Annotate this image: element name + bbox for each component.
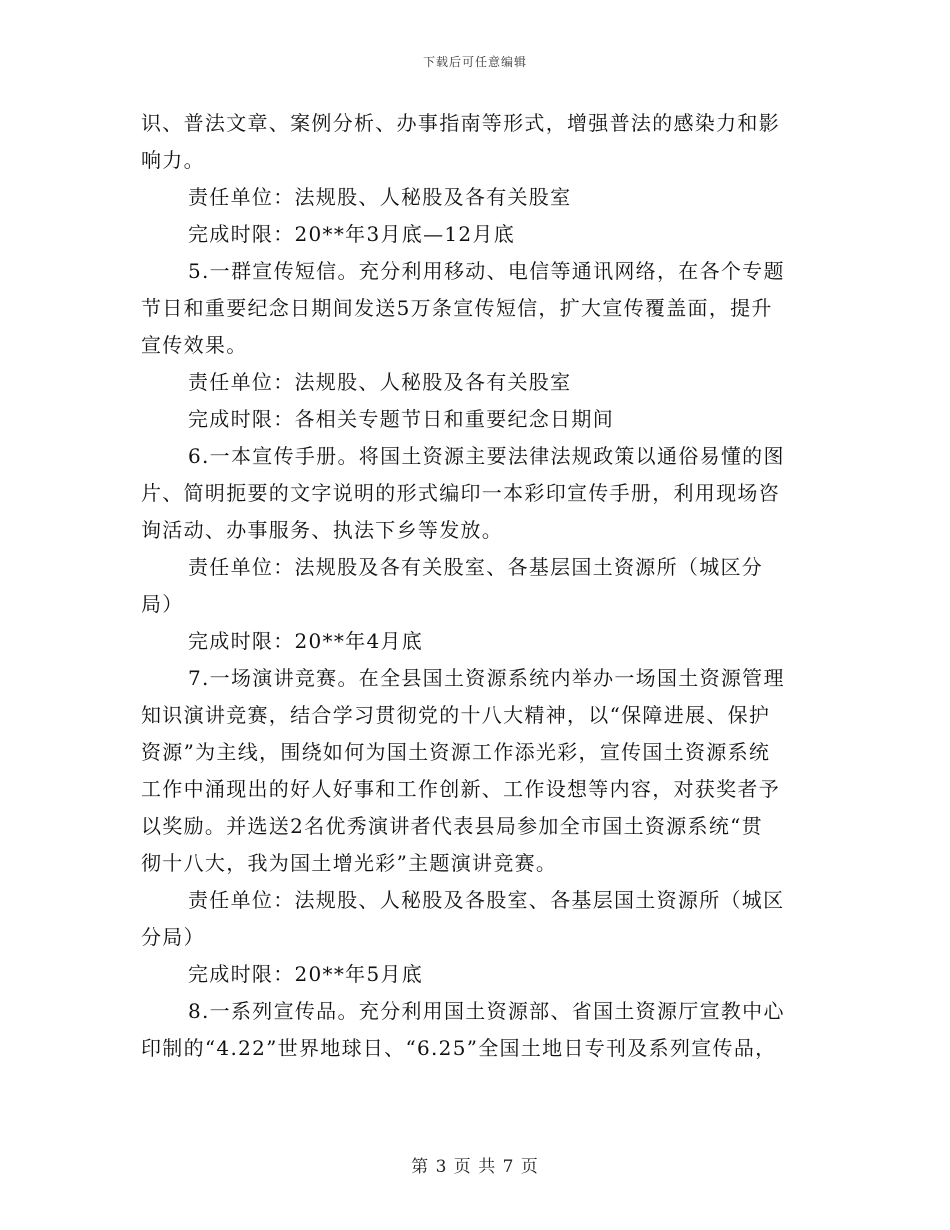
text-line: 完成时限：20**年4月底 xyxy=(188,629,424,653)
text-line: 宣传效果。 xyxy=(141,333,248,357)
text-line: 完成时限：各相关专题节日和重要纪念日期间 xyxy=(188,407,614,431)
text-line: 资源”为主线，围绕如何为国土资源工作添光彩，宣传国土资源系统 xyxy=(141,740,771,764)
text-line: 彻十八大，我为国土增光彩”主题演讲竞赛。 xyxy=(141,851,558,875)
page-footer: 第 3 页 共 7 页 xyxy=(411,1157,539,1177)
page-header: 下载后可任意编辑 xyxy=(422,55,527,69)
text-line: 责任单位：法规股、人秘股及各股室、各基层国土资源所（城区 xyxy=(188,888,785,912)
text-line: 局） xyxy=(141,592,184,616)
text-line: 节日和重要纪念日期间发送5万条宣传短信，扩大宣传覆盖面，提升 xyxy=(141,296,773,320)
text-line: 责任单位：法规股、人秘股及各有关股室 xyxy=(188,185,572,209)
text-line: 知识演讲竞赛，结合学习贯彻党的十八大精神，以“保障进展、保护 xyxy=(141,703,771,727)
text-line: 分局） xyxy=(141,925,205,949)
document-body xyxy=(141,105,809,1067)
text-line: 响力。 xyxy=(141,148,205,172)
text-line: 责任单位：法规股、人秘股及各有关股室 xyxy=(188,370,572,394)
text-line: 8.一系列宣传品。充分利用国土资源部、省国土资源厅宣教中心 xyxy=(188,999,785,1023)
text-line: 完成时限：20**年3月底—12月底 xyxy=(188,222,516,246)
text-line: 印制的“4.22”世界地球日、“6.25”全国土地日专刊及系列宣传品， xyxy=(141,1036,777,1060)
text-line: 7.一场演讲竞赛。在全县国土资源系统内举办一场国土资源管理 xyxy=(188,666,785,690)
text-line: 工作中涌现出的好人好事和工作创新、工作设想等内容，对获奖者予 xyxy=(141,777,780,801)
text-line: 完成时限：20**年5月底 xyxy=(188,962,424,986)
text-line: 6.一本宣传手册。将国土资源主要法律法规政策以通俗易懂的图 xyxy=(188,444,785,468)
text-line: 责任单位：法规股及各有关股室、各基层国土资源所（城区分 xyxy=(188,555,764,579)
text-line: 5.一群宣传短信。充分利用移动、电信等通讯网络，在各个专题 xyxy=(188,259,785,283)
text-line: 以奖励。并选送2名优秀演讲者代表县局参加全市国土资源系统“贯 xyxy=(141,814,763,838)
text-line: 询活动、办事服务、执法下乡等发放。 xyxy=(141,518,504,542)
text-line: 识、普法文章、案例分析、办事指南等形式，增强普法的感染力和影 xyxy=(141,111,780,135)
text-line: 片、简明扼要的文字说明的形式编印一本彩印宣传手册，利用现场咨 xyxy=(141,481,780,505)
